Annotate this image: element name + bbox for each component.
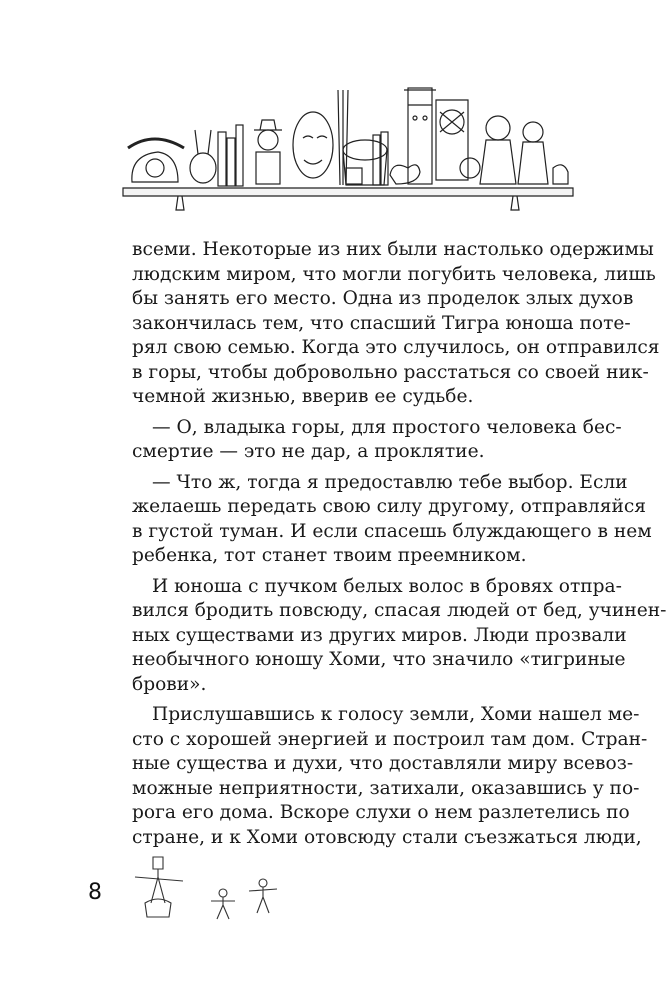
straw-dolls-illustration [115,855,295,925]
text-line: бы занять его место. Одна из проделок злых духов [132,288,634,309]
text-line: Прислушавшись к голосу земли, Хоми нашел ме- [152,704,640,725]
body-text [132,238,666,850]
text-line: — Что ж, тогда я предоставлю тебе выбор. Если [152,471,628,493]
text-line: людским миром, что могли погубить человека, лишь [132,263,656,285]
paragraph [132,238,660,410]
paragraph [132,703,648,850]
text-line: в густой туман. И если спасешь блуждающего в нем [132,520,652,542]
text-line: можные неприятности, затихали, оказавшись у по- [132,777,640,799]
page-number: 8 [88,880,102,905]
text-line: рял свою семью. Когда это случилось, он отправился [132,337,660,358]
text-line: сто с хорошей энергией и построил там дом. Стран- [132,728,648,750]
text-line: всеми. Некоторые из них были настолько одержимы [132,239,654,260]
paragraph [132,471,652,569]
paragraph [132,416,622,465]
text-line: желаешь передать свою силу другому, отправляйся [132,496,646,517]
shelf-with-toys-illustration [118,60,578,235]
text-line: ные существа и духи, что доставляли миру всевоз- [132,753,634,774]
text-line: смертие — это не дар, а проклятие. [132,441,485,462]
text-line: ных существами из других миров. Люди прозвали [132,624,627,646]
text-line: стране, и к Хоми отовсюду стали съезжаться люди, [132,826,642,848]
text-line: брови». [132,673,207,695]
text-line: необычного юношу Хоми, что значило «тигриные [132,649,626,670]
text-line: рога его дома. Вскоре слухи о нем разлетелись по [132,802,630,823]
paragraph [132,575,666,698]
text-line: чемной жизнью, вверив ее судьбе. [132,386,474,407]
text-line: вился бродить повсюду, спасая людей от бед, учинен- [132,600,666,621]
text-line: закончилась тем, что спасший Тигра юноша поте- [132,312,631,334]
text-line: — О, владыка горы, для простого человека бес- [152,416,622,438]
text-line: в горы, чтобы добровольно расстаться со своей ник- [132,361,649,383]
text-line: И юноша с пучком белых волос в бровях отпра- [152,575,622,597]
text-line: ребенка, тот станет твоим преемником. [132,545,527,566]
